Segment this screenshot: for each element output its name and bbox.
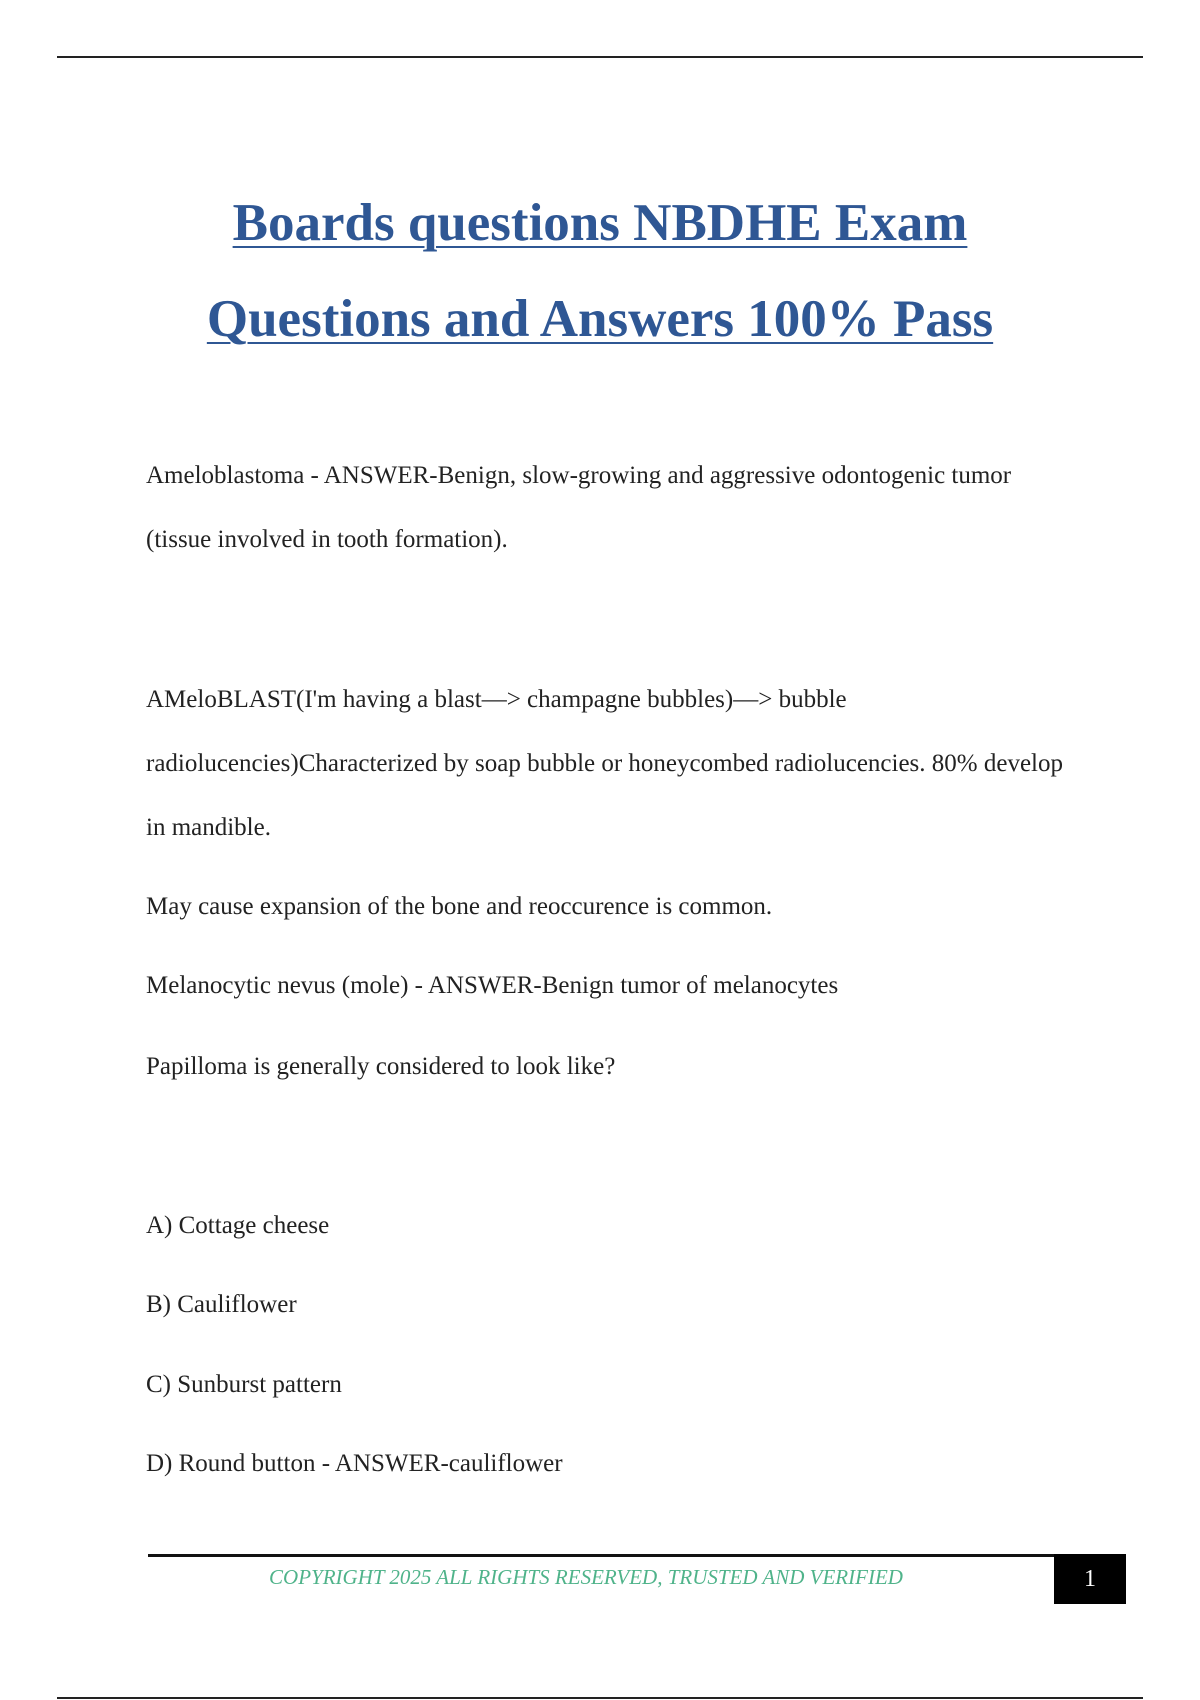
option-b: B) Cauliflower	[146, 1291, 297, 1318]
top-rule	[57, 56, 1143, 58]
page-number-badge: 1	[1054, 1554, 1126, 1604]
ameloblastoma-answer: Ameloblastoma - ANSWER-Benign, slow-growing and aggressive odontogenic tumor (tissue involved in tooth formation).	[146, 462, 1012, 553]
papilloma-question: Papilloma is generally considered to look like?	[146, 1053, 616, 1080]
document-title	[0, 175, 1200, 367]
footer-rule	[148, 1554, 1054, 1557]
bottom-rule	[57, 1697, 1143, 1699]
option-d-answer: D) Round button - ANSWER-cauliflower	[146, 1450, 563, 1477]
expansion-note: May cause expansion of the bone and reoccurence is common.	[146, 893, 773, 920]
melanocytic-nevus-answer: Melanocytic nevus (mole) - ANSWER-Benign tumor of melanocytes	[146, 972, 839, 999]
title-line-2: Questions and Answers 100% Pass	[206, 290, 994, 348]
option-a: A) Cottage cheese	[146, 1212, 330, 1239]
option-c: C) Sunburst pattern	[146, 1371, 342, 1398]
title-line-1: Boards questions NBDHE Exam	[232, 194, 968, 252]
ameloblast-mnemonic: AMeloBLAST(I'm having a blast—> champagne bubbles)—> bubble radiolucencies)Characterized by soap bubble or honeycombed radiolucencies. 80% develop in mandible.	[146, 686, 1064, 841]
copyright-notice: COPYRIGHT 2025 ALL RIGHTS RESERVED, TRUSTED AND VERIFIED	[269, 1565, 903, 1589]
